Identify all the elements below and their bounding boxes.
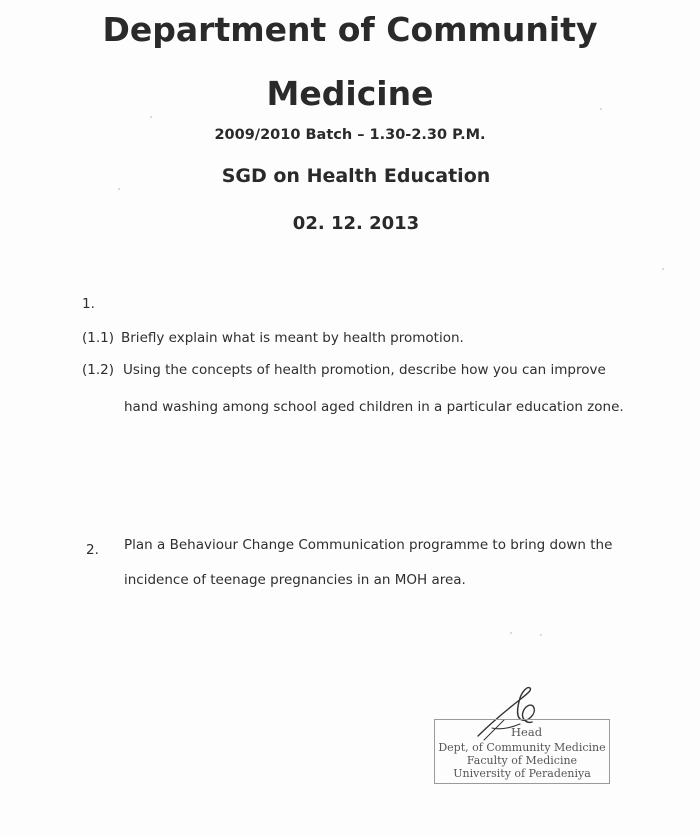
- session-date: 02. 12. 2013: [292, 213, 420, 234]
- question-1-2-text-line1: Using the concepts of health promotion, describe how you can improve: [123, 362, 606, 378]
- question-1-1-label: (1.1): [82, 330, 115, 346]
- official-stamp: [434, 719, 610, 784]
- scan-speck: [662, 268, 664, 270]
- department-title-line2: Medicine: [266, 74, 434, 113]
- stamp-line-university: University of Peradeniya: [453, 767, 591, 780]
- question-1-2-text-line2: hand washing among school aged children in a particular education zone.: [124, 399, 624, 415]
- question-1-1-text: Briefly explain what is meant by health promotion.: [121, 330, 464, 346]
- question-1-2-label: (1.2): [82, 362, 115, 378]
- batch-time: 2009/2010 Batch – 1.30-2.30 P.M.: [214, 127, 486, 143]
- scan-speck: [540, 634, 542, 636]
- question-2-text-line2: incidence of teenage pregnancies in an MOH area.: [124, 572, 466, 588]
- session-topic: SGD on Health Education: [221, 165, 491, 187]
- question-2-text-line1: Plan a Behaviour Change Communication programme to bring down the: [124, 537, 613, 553]
- scan-speck: [150, 116, 152, 118]
- stamp-title: Head: [511, 725, 543, 739]
- department-title: [0, 0, 700, 124]
- question-2-number: 2.: [86, 542, 99, 558]
- stamp-line-department: Dept, of Community Medicine: [438, 741, 606, 754]
- scan-speck: [510, 632, 512, 634]
- department-title-line1: Department of Community: [102, 10, 598, 49]
- scan-speck: [600, 108, 602, 110]
- scan-speck: [118, 188, 120, 190]
- question-1-number: 1.: [82, 296, 95, 312]
- stamp-line-faculty: Faculty of Medicine: [466, 754, 578, 767]
